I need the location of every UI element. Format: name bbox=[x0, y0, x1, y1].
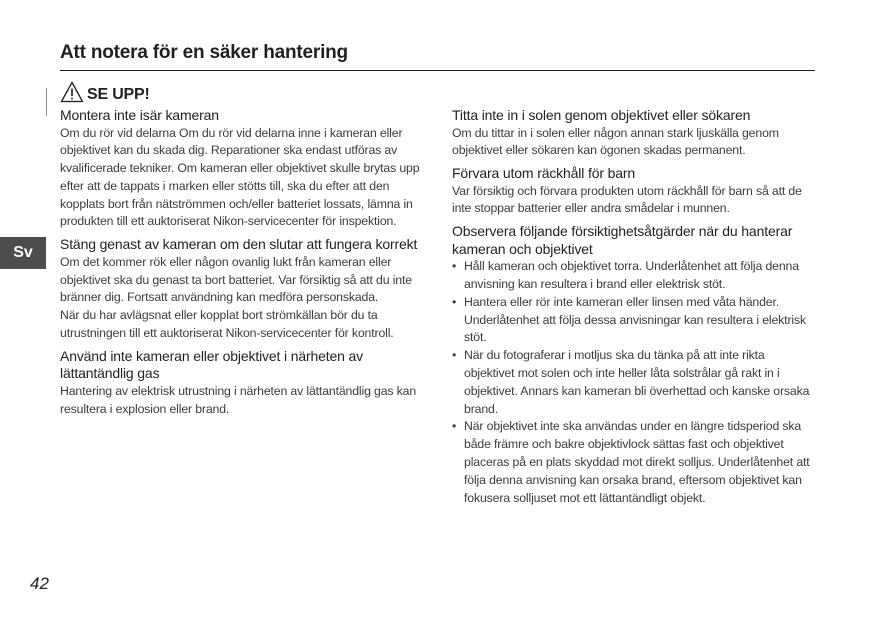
caution-heading bbox=[60, 81, 150, 108]
warning-section bbox=[452, 107, 816, 160]
section-text: Var försiktig och förvara produkten utom räckhåll för barn så att de inte stoppar batterier eller andra smådelar i munnen. bbox=[452, 183, 802, 216]
warning-triangle-icon bbox=[60, 81, 84, 108]
margin-marker bbox=[46, 88, 47, 116]
warning-triangle-icon-graphic bbox=[60, 81, 84, 103]
bullet-item: • När objektivet inte ska användas under en längre tidsperiod ska både främre och bakre objektivlock sättas fast och objektivet placeras på en plats skyddad mot direkt solljus. Underlåtenhet att följa denna anvisning kan orsaka brand, eftersom objektivet kan fokusera solljuset mot ett lättantändligt objekt. bbox=[452, 418, 816, 507]
section-heading: Använd inte kameran eller objektivet i närheten av lättantändlig gas bbox=[60, 347, 364, 382]
page-title: Att notera för en säker hantering bbox=[60, 42, 348, 63]
section-heading: Förvara utom räckhåll för barn bbox=[452, 165, 636, 182]
section-text: Hantering av elektrisk utrustning i närheten av lättantändlig gas kan resultera i explosion eller brand. bbox=[60, 383, 417, 416]
warning-section bbox=[60, 348, 422, 419]
section-text: Om du tittar in i solen eller någon annan stark ljuskälla genom objektivet eller sökaren kan ögonen skadas permanent. bbox=[452, 125, 779, 158]
language-tab-label: Sv bbox=[13, 244, 33, 261]
right-column bbox=[452, 107, 816, 507]
bullet-item: • När du fotograferar i motljus ska du tänka på att inte rikta objektivet mot solen och inte heller låta solstrålar gå rakt in i objektivet. Annars kan kameran bli överhettad och kanske orsaka brand. bbox=[452, 347, 816, 418]
warning-section bbox=[60, 107, 422, 231]
warning-section bbox=[452, 165, 816, 218]
section-text: Om det kommer rök eller någon ovanlig lukt från kameran eller objektivet ska du genast ta bort batteriet. Var försiktig så att du inte bränner dig. Fortsatt användning kan medföra personskada. bbox=[60, 254, 412, 305]
bullet-item: • Hantera eller rör inte kameran eller linsen med våta händer. Underlåtenhet att följa dessa anvisningar kan resultera i elektrisk stöt. bbox=[452, 294, 816, 347]
title-divider bbox=[60, 70, 815, 71]
warning-section bbox=[452, 223, 816, 507]
section-heading: Observera följande försiktighetsåtgärder när du hanterar kameran och objektivet bbox=[452, 223, 793, 257]
caution-label: SE UPP! bbox=[87, 85, 150, 103]
left-column bbox=[60, 107, 422, 418]
section-heading: Titta inte in i solen genom objektivet eller sökaren bbox=[452, 107, 751, 123]
section-heading: Montera inte isär kameran bbox=[60, 107, 219, 123]
section-text: Om du rör vid delarna Om du rör vid delarna inne i kameran eller objektivet kan du skada dig. Reparationer ska endast utföras av kvalificerade tekniker. Om kameran eller objektivet skulle brytas upp efter att de tappats i marken eller stötts till, ska du efter att den kopplats bort från nätströmmen och/eller batteriet lossats, lämna in produkten till ett auktoriserat Nikon-servicecenter för inspektion. bbox=[60, 125, 420, 229]
section-text: När du har avlägsnat eller kopplat bort strömkällan bör du ta utrustningen till ett auktoriserat Nikon-servicecenter för kontroll. bbox=[60, 308, 394, 340]
bullet-list bbox=[452, 258, 816, 507]
bullet-item: • Håll kameran och objektivet torra. Underlåtenhet att följa denna anvisning kan resultera i brand eller elektrisk stöt. bbox=[452, 258, 816, 294]
section-heading: Stäng genast av kameran om den slutar att fungera korrekt bbox=[60, 236, 418, 253]
warning-section bbox=[60, 236, 422, 342]
page-number: 42 bbox=[30, 574, 49, 593]
language-tab bbox=[0, 237, 46, 269]
